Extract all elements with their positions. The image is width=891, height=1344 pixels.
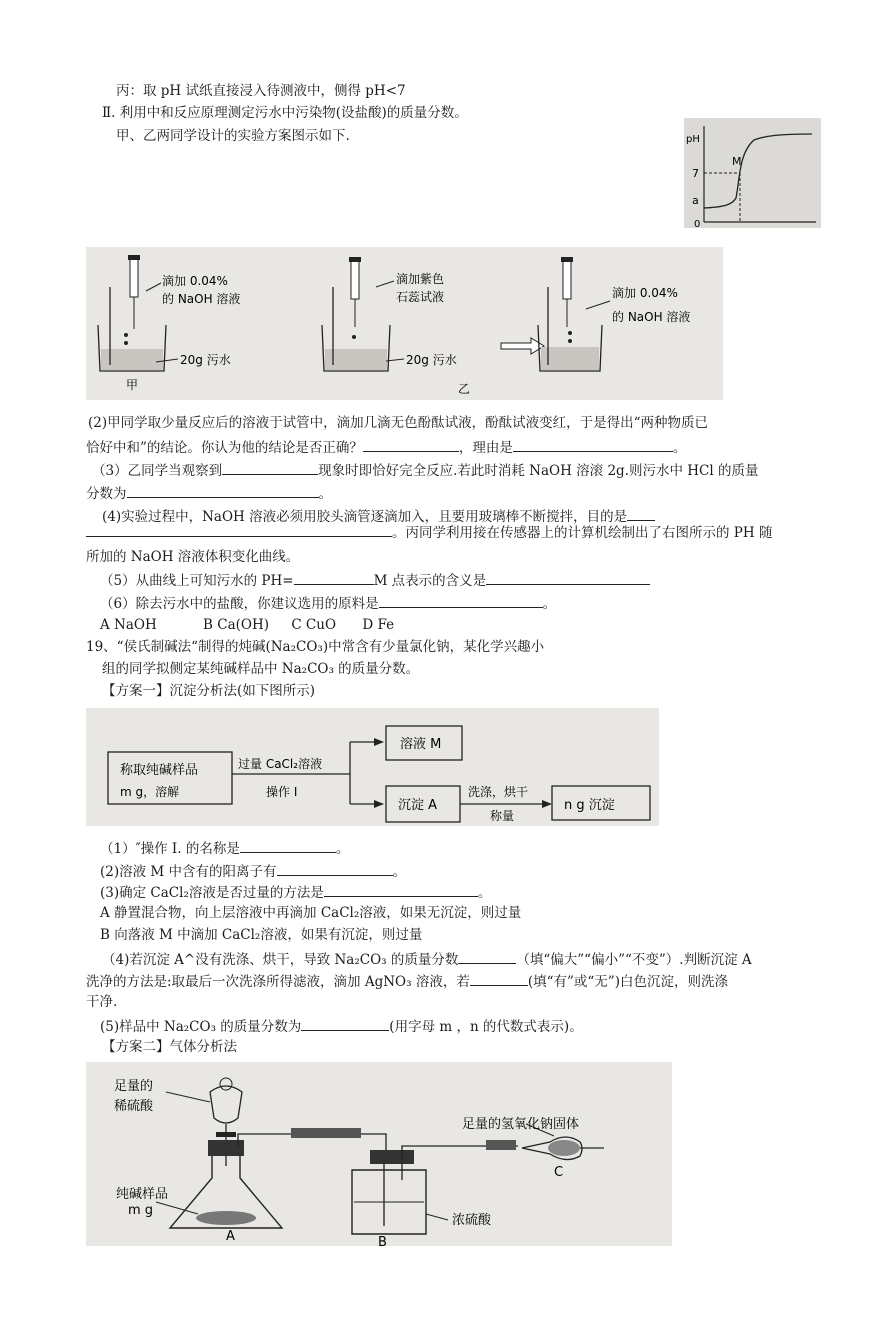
flow-n-precipitate: n g 沉淀 (564, 798, 615, 813)
gas-analysis-figure (86, 1062, 672, 1246)
yi-drop-label-2: 石蕊试液 (396, 290, 445, 304)
p5-line: (5)样品中 Na₂CO₃ 的质量分数为 (用字母 m ，n 的代数式表示)。 (100, 1016, 583, 1036)
p4-line-3: 干净. (86, 994, 118, 1010)
flow-sample-line-2: m g，溶解 (120, 785, 180, 799)
q4-purpose-blank-b[interactable] (86, 522, 392, 537)
gas-sample-label: 纯碱样品 (116, 1187, 169, 1202)
line-bing: 丙：取 pH 试纸直接浸入待测液中，侧得 pH<7 (116, 83, 406, 99)
yi-drop-label-3: 滴加 0.04% (612, 286, 678, 300)
q19-line-2: 组的同学拟侧定某纯碱样品中 Na₂CO₃ 的质量分数。 (102, 661, 420, 677)
q2-line-2: 恰好中和”的结论。你认为他的结论是否正确？ ，理由是 。 (86, 437, 686, 457)
q4-line-1: (4)实验过程中，NaOH 溶液必须用胶头滴管逐滴加入，且要用玻璃棒不断搅拌，目的是 (102, 506, 655, 526)
gas-label-c: C (554, 1165, 564, 1180)
q2-reason-blank[interactable] (513, 437, 673, 452)
q5-meaning-blank[interactable] (486, 570, 650, 585)
flow-weigh-label: 称量 (490, 809, 515, 823)
flow-wash-label: 洗涤，烘干 (468, 785, 529, 799)
flow-solution-m: 溶液 M (400, 737, 442, 752)
p4-effect-blank[interactable] (458, 949, 516, 964)
p2-cation-blank[interactable] (277, 861, 393, 876)
q19-line-1: 19、“侯氏制碱法“制得的炖碱(Na₂CO₃)中常含有少量氯化钠，某化学兴趣小 (86, 639, 545, 655)
precipitation-flow-figure (86, 708, 659, 826)
q6-options: A NaOH B Ca(OH) C CuO D Fe (100, 617, 395, 633)
q2-answer-blank[interactable] (363, 437, 459, 452)
q2-line-1: (2)甲同学取少量反应后的溶液于试管中，滴加几滴无色酚酞试液，酚酞试液变红，于是得出“两种物质已 (88, 415, 709, 431)
p3-method-blank[interactable] (324, 882, 478, 897)
q4-purpose-blank-a[interactable] (627, 506, 655, 521)
jia-drop-label-1: 滴加 0.04% (162, 274, 228, 288)
q4-line-2: 。丙同学利用接在传感器上的计算机绘制出了右图所示的 PH 随 (86, 522, 772, 542)
p3-option-a: A 静置混合物，向上层溶液中再滴加 CaCl₂溶液，如果无沉淀，则过量 (100, 905, 522, 921)
yi-drop-label-4: 的 NaOH 溶液 (612, 310, 691, 324)
p3-option-b: B 向落液 M 中滴加 CaCl₂溶液，如果有沉淀，则过量 (100, 927, 423, 943)
jia-name: 甲 (126, 378, 139, 392)
yi-name: 乙 (458, 382, 471, 396)
flow-sample-line-1: 称取纯碱样品 (120, 763, 199, 778)
gas-label-b: B (378, 1235, 387, 1246)
flow-precipitate-a: 沉淀 A (398, 798, 438, 813)
flow-reagent-label: 过量 CaCl₂溶液 (238, 757, 323, 771)
p4-precipitate-blank[interactable] (470, 971, 528, 986)
ph-axis-label: pH (686, 134, 700, 145)
gas-label-a: A (226, 1229, 235, 1244)
yi-drop-label-1: 滴加紫色 (396, 272, 445, 286)
gas-acid-label-2: 稀硫酸 (114, 1099, 154, 1114)
ph-mark-a: a (692, 194, 699, 207)
plan-two-heading: 【方案二】气体分析法 (102, 1039, 237, 1055)
q5-ph-blank[interactable] (294, 570, 374, 585)
flow-operation-label: 操作 I (266, 785, 298, 799)
plan-one-heading: 【方案一】沉淀分析法(如下图所示) (102, 683, 316, 699)
jia-water-label: 20g 污水 (180, 353, 231, 367)
p4-line-2: 洗净的方法是:取最后一次洗涤所得滤液，滴加 AgNO₃ 溶液，若 (填“有”或“无”)白色沉淀，则洗涤 (86, 971, 728, 991)
gas-h2so4-label: 浓硫酸 (452, 1213, 492, 1228)
line-design-intro: 甲、乙两同学设计的实验方案图示如下. (116, 128, 350, 144)
p1-line: （1）″操作 I. 的名称是 。 (100, 838, 349, 858)
p5-fraction-blank[interactable] (301, 1016, 389, 1031)
experiment-figure (86, 247, 723, 400)
jia-drop-label-2: 的 NaOH 溶液 (162, 292, 241, 306)
q3-phenomenon-blank[interactable] (222, 460, 318, 475)
q5-line: （5）从曲线上可知污水的 PH= M 点表示的含义是 (100, 570, 650, 590)
q6-material-blank[interactable] (379, 593, 543, 608)
p4-line-1: （4)若沉淀 A^没有洗涤、烘干，导致 Na₂CO₃ 的质量分数 （填“偏大”“偏小”“不变”）.判断沉淀 A (102, 949, 752, 969)
line-section-2: Ⅱ. 利用中和反应原理测定污水中污染物(设盐酸)的质量分数。 (102, 105, 468, 121)
ph-curve-figure (684, 118, 821, 228)
q3-fraction-blank[interactable] (127, 483, 319, 498)
p2-line: (2)溶液 M 中含有的阳离子有 。 (100, 861, 406, 881)
gas-acid-label-1: 足量的 (114, 1079, 154, 1094)
q4-line-3: 所加的 NaOH 溶液体积变化曲线。 (86, 549, 300, 565)
gas-sample-mass: m g (128, 1203, 154, 1218)
ph-point-m: M (732, 155, 742, 168)
ph-mark-7: 7 (692, 167, 699, 180)
ph-origin: 0 (694, 219, 701, 228)
q6-line: （6）除去污水中的盐酸，你建议选用的原料是 。 (100, 593, 556, 613)
p3-line: (3)确定 CaCl₂溶液是否过量的方法是 。 (100, 882, 491, 902)
gas-naoh-label: 足量的氢氧化钠固体 (462, 1117, 580, 1132)
yi-water-label: 20g 污水 (406, 353, 457, 367)
q3-line-2: 分数为 。 (86, 483, 332, 503)
q3-line-1: （3）乙同学当观察到 现象时即恰好完全反应.若此时消耗 NaOH 溶滚 2g.则污水中 HCl 的质量 (92, 460, 758, 480)
p1-operation-blank[interactable] (240, 838, 336, 853)
